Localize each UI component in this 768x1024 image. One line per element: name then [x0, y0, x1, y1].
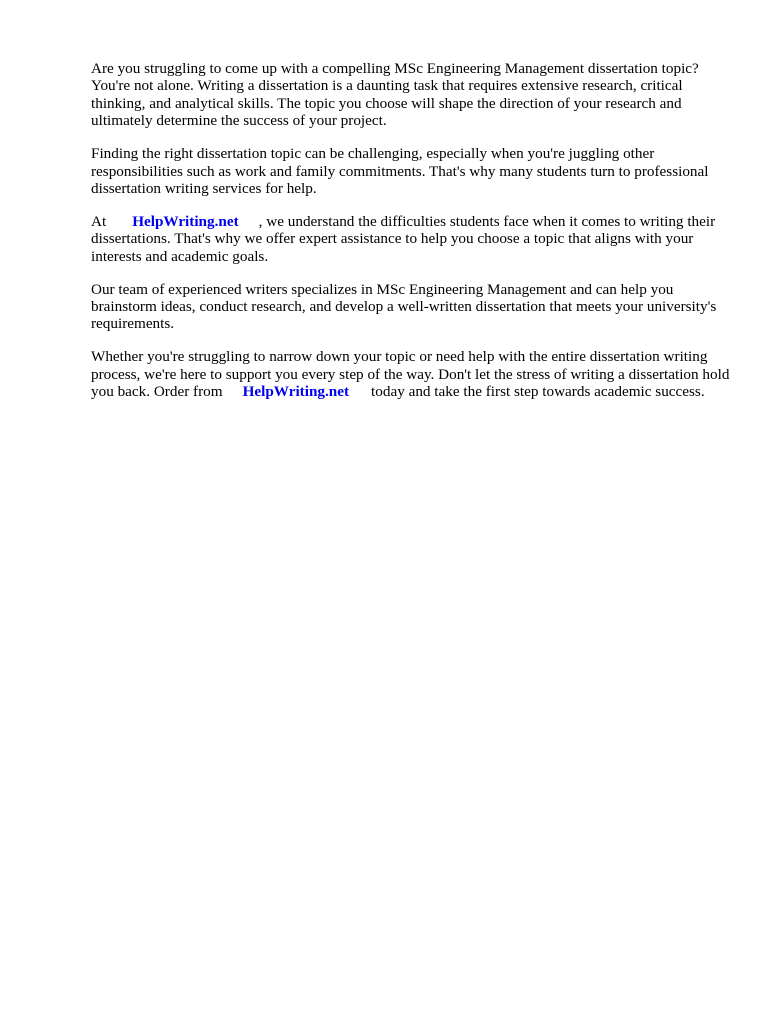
helpwriting-order-link[interactable]: HelpWriting.net: [242, 383, 350, 401]
paragraph-team: Our team of experienced writers specializes in MSc Engineering Management and can help you brainstorm ideas, conduct research, and develop a well-written dissertation that meets your university's requirements.: [91, 280, 717, 333]
helpwriting-link[interactable]: HelpWriting.net: [132, 212, 239, 230]
paragraph-text-before-link: At: [91, 212, 107, 230]
paragraph-challenge: Finding the right dissertation topic can be challenging, especially when you're juggling other responsibilities such as work and family commitments. That's why many students turn to professional dissertation writing services for help.: [91, 145, 709, 197]
paragraph-text-after-link: , we understand the difficulties students face when it comes to writing their dissertations. That's why we offer expert assistance to help you choose a topic that aligns with your interests and academic goals.: [91, 212, 716, 265]
paragraph-text-before-link: Whether you're struggling to narrow down your topic or need help with the entire dissertation writing process, we're here to support you every step of the way. Don't let the stress of writing a dissertation hold you back. Order from: [91, 348, 730, 401]
paragraph-text-after-link: today and take the first step towards academic success.: [371, 383, 705, 401]
paragraph-intro: Are you struggling to come up with a compelling MSc Engineering Management dissertation topic? You're not alone. Writing a dissertation is a daunting task that requires extensive research, critical thinking, and analytical skills. The topic you choose will shape the direction of your research and ultimately determine the success of your project.: [91, 60, 699, 130]
paragraph-call-to-action: [91, 348, 731, 400]
document-body: [91, 60, 731, 416]
paragraph-helpwriting-intro: [91, 213, 731, 265]
